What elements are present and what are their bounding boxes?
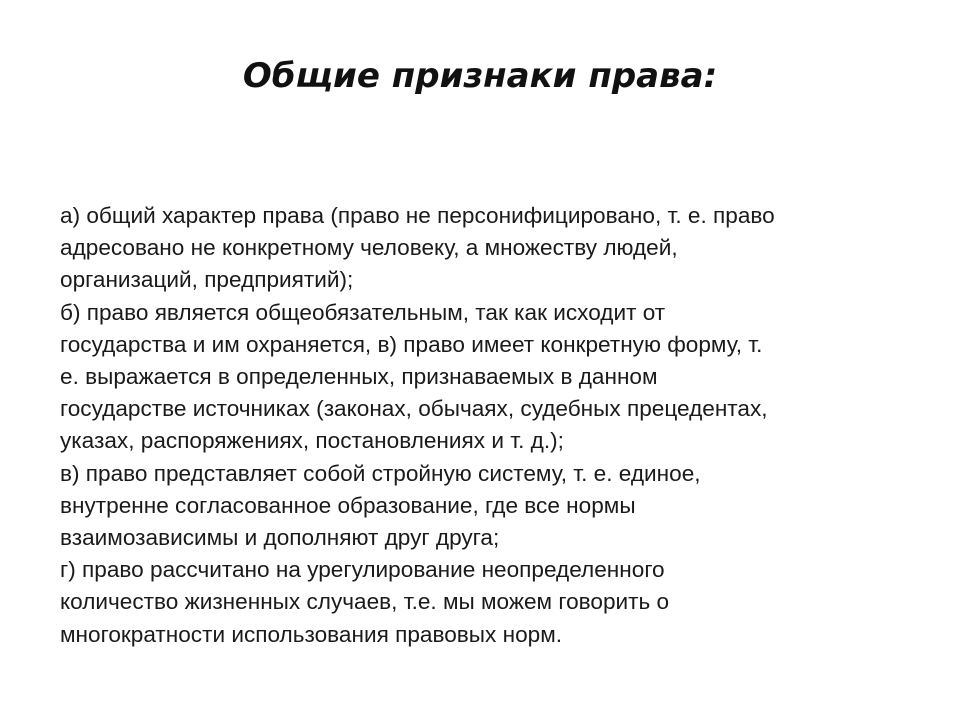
body-line: б) право является общеобязательным, так как исходит от [60, 299, 666, 325]
body-line: е. выражается в определенных, признаваемых в данном [60, 364, 658, 390]
slide-title: Общие признаки права: [242, 56, 718, 96]
body-line: указах, распоряжениях, постановлениях и т. д.); [60, 428, 564, 454]
body-line: а) общий характер права (право не персонифицировано, т. е. право [60, 203, 775, 228]
body-line: многократности использования правовых норм. [60, 621, 563, 647]
body-line: взаимозависимы и дополняют друг друга; [60, 525, 500, 551]
body-line: государстве источниках (законах, обычаях, судебных прецедентах, [60, 396, 768, 422]
body-line: государства и им охраняется, в) право имеет конкретную форму, т. [60, 331, 763, 357]
body-line: количество жизненных случаев, т.е. мы можем говорить о [60, 589, 670, 615]
body-line: внутренне согласованное образование, где все нормы [60, 492, 636, 518]
body-line: адресовано не конкретному человеку, а множеству людей, [60, 235, 678, 261]
body-line: в) право представляет собой стройную систему, т. е. единое, [60, 460, 701, 486]
body-line: г) право рассчитано на урегулирование неопределенного [60, 557, 665, 583]
slide-body [60, 200, 910, 651]
body-line: организаций, предприятий); [60, 267, 354, 293]
